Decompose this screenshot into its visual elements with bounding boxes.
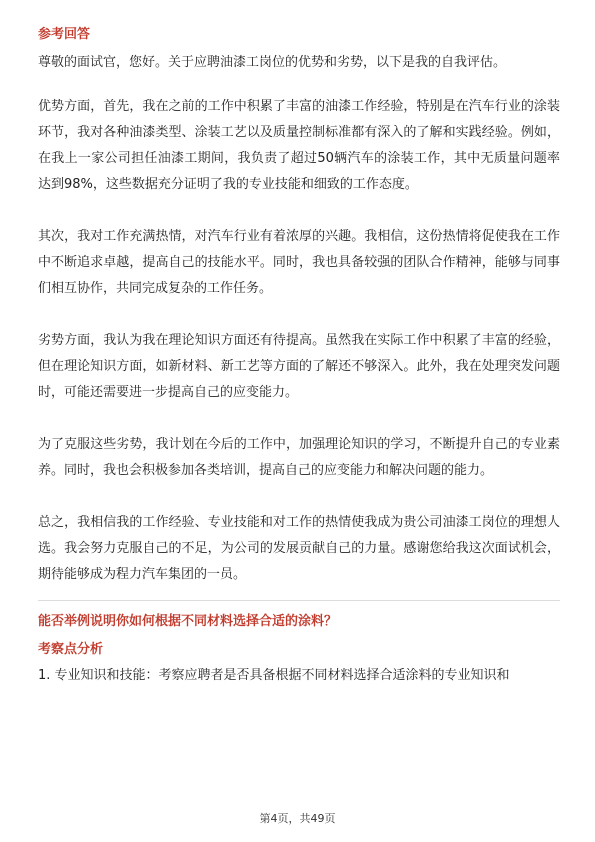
paragraph-weaknesses: 劣势方面，我认为我在理论知识方面还有待提高。虽然我在实际工作中积累了丰富的经验，但在理论知识方面，如新材料、新工艺等方面的了解还不够深入。此外，我在处理突发问题时，可能还需要进一步提高自己的应变能力。 — [38, 333, 560, 400]
page-number-footer: 第4页，共49页 — [259, 812, 336, 825]
question-heading: 能否举例说明你如何根据不同材料选择合适的涂料？ — [38, 614, 338, 629]
paragraph-improvement-plan: 为了克服这些劣势，我计划在今后的工作中，加强理论知识的学习，不断提升自己的专业素养。同时，我也会积极参加各类培训，提高自己的应变能力和解决问题的能力。 — [38, 437, 560, 478]
section-divider — [38, 600, 560, 601]
paragraph-conclusion: 总之，我相信我的工作经验、专业技能和对工作的热情使我成为贵公司油漆工岗位的理想人选。我会努力克服自己的不足，为公司的发展贡献自己的力量。感谢您给我这次面试机会，期待能够成为程力汽车集团的一员。 — [38, 515, 560, 582]
paragraph-enthusiasm: 其次，我对工作充满热情，对汽车行业有着浓厚的兴趣。我相信，这份热情将促使我在工作中不断追求卓越，提高自己的技能水平。同时，我也具备较强的团队合作精神，能够与同事们相互协作，共同完成复杂的工作任务。 — [38, 229, 560, 296]
paragraph-greeting: 尊敬的面试官，您好。关于应聘油漆工岗位的优势和劣势，以下是我的自我评估。 — [38, 55, 507, 70]
paragraph-strengths: 优势方面，首先，我在之前的工作中积累了丰富的油漆工作经验，特别是在汽车行业的涂装环节，我对各种油漆类型、涂装工艺以及质量控制标准都有深入的了解和实践经验。例如，在我上一家公司担任油漆工期间，我负责了超过50辆汽车的涂装工作，其中无质量问题率达到98%，这些数据充分证明了我的专业技能和细致的工作态度。 — [38, 99, 560, 192]
analysis-list-item: 1. 专业知识和技能：考察应聘者是否具备根据不同材料选择合适涂料的专业知识和 — [38, 668, 510, 683]
document-content — [38, 26, 560, 687]
analysis-heading: 考察点分析 — [38, 642, 104, 657]
answer-heading: 参考回答 — [38, 27, 91, 42]
